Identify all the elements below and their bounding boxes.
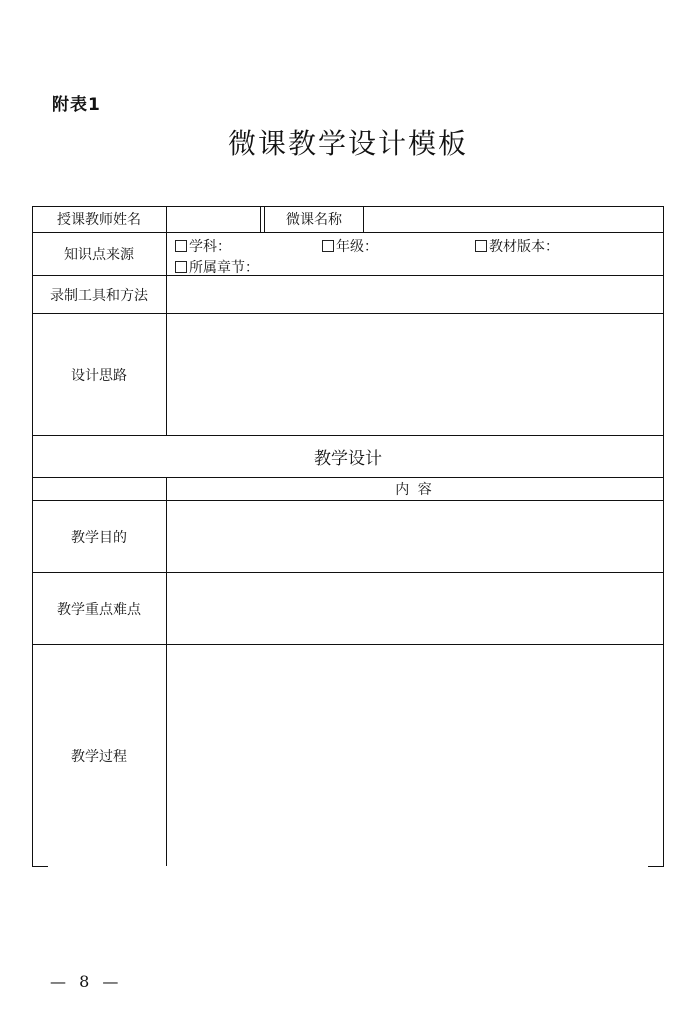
annex-label: 附表1 — [52, 95, 101, 115]
edition-option-label: 教材版本： — [489, 239, 559, 255]
grade-option[interactable] — [322, 236, 378, 256]
corner-tick — [32, 866, 48, 867]
tools-field[interactable] — [167, 276, 662, 313]
tools-label: 录制工具和方法 — [50, 287, 148, 304]
subject-option-label: 学科： — [189, 239, 231, 255]
process-field[interactable] — [167, 645, 662, 866]
checkbox-icon[interactable] — [475, 240, 487, 252]
design-idea-field[interactable] — [167, 314, 662, 435]
checkbox-icon[interactable] — [175, 240, 187, 252]
checkbox-icon[interactable] — [322, 240, 334, 252]
edition-option[interactable] — [475, 236, 559, 256]
goals-label: 教学目的 — [71, 529, 127, 546]
corner-tick — [648, 866, 664, 867]
course-name-field[interactable] — [364, 206, 662, 232]
content-header: 内 容 — [395, 482, 434, 498]
key-points-field[interactable] — [167, 573, 662, 644]
goals-field[interactable] — [167, 501, 662, 572]
lesson-design-form — [32, 206, 664, 866]
course-name-label: 微课名称 — [286, 212, 342, 228]
teacher-name-field[interactable] — [167, 206, 259, 232]
section-title: 教学设计 — [314, 449, 382, 469]
teacher-name-label: 授课教师姓名 — [57, 212, 141, 228]
grade-option-label: 年级： — [336, 239, 378, 255]
page-title: 微课教学设计模板 — [227, 127, 468, 160]
chapter-option-label: 所属章节： — [189, 260, 259, 276]
source-label: 知识点来源 — [64, 247, 134, 263]
column-line — [260, 206, 261, 232]
subject-option[interactable] — [175, 236, 231, 256]
border-right — [663, 206, 664, 866]
page-number: — 8 — — [50, 972, 123, 991]
chapter-option[interactable] — [175, 257, 259, 277]
process-label: 教学过程 — [71, 749, 127, 765]
design-idea-label: 设计思路 — [71, 367, 127, 384]
key-points-label: 教学重点难点 — [57, 601, 141, 618]
checkbox-icon[interactable] — [175, 261, 187, 273]
